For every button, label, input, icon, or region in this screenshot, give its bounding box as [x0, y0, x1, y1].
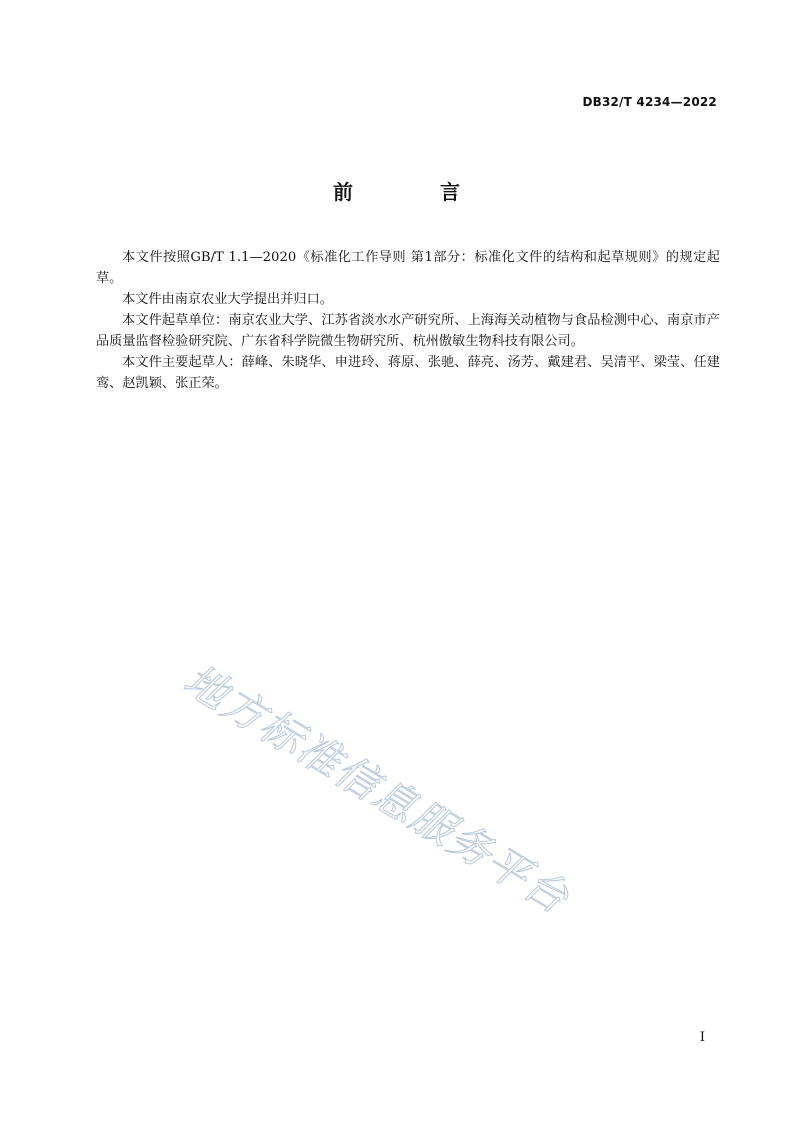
page-number: I — [699, 1030, 705, 1045]
watermark: 地方标准信息服务平台 — [175, 654, 579, 924]
paragraph-drafting-rules: 本文件按照GB/T 1.1—2020《标准化工作导则 第1部分：标准化文件的结构和起草规则》的规定起草。 — [96, 250, 720, 286]
document-body — [96, 247, 720, 394]
paragraph-drafters: 本文件主要起草人：薛峰、朱晓华、申进玲、蒋原、张驰、薛亮、汤芳、戴建君、吴清平、梁莹、任建鸾、赵凯颖、张正荣。 — [96, 355, 720, 391]
paragraph-proposer: 本文件由南京农业大学提出并归口。 — [122, 292, 333, 307]
page-title: 前 言 — [333, 180, 500, 204]
paragraph-drafting-units: 本文件起草单位：南京农业大学、江苏省淡水水产研究所、上海海关动植物与食品检测中心、南京市产品质量监督检验研究院、广东省科学院微生物研究所、杭州傲敏生物科技有限公司。 — [96, 313, 720, 349]
document-code: DB32/T 4234—2022 — [582, 95, 717, 109]
